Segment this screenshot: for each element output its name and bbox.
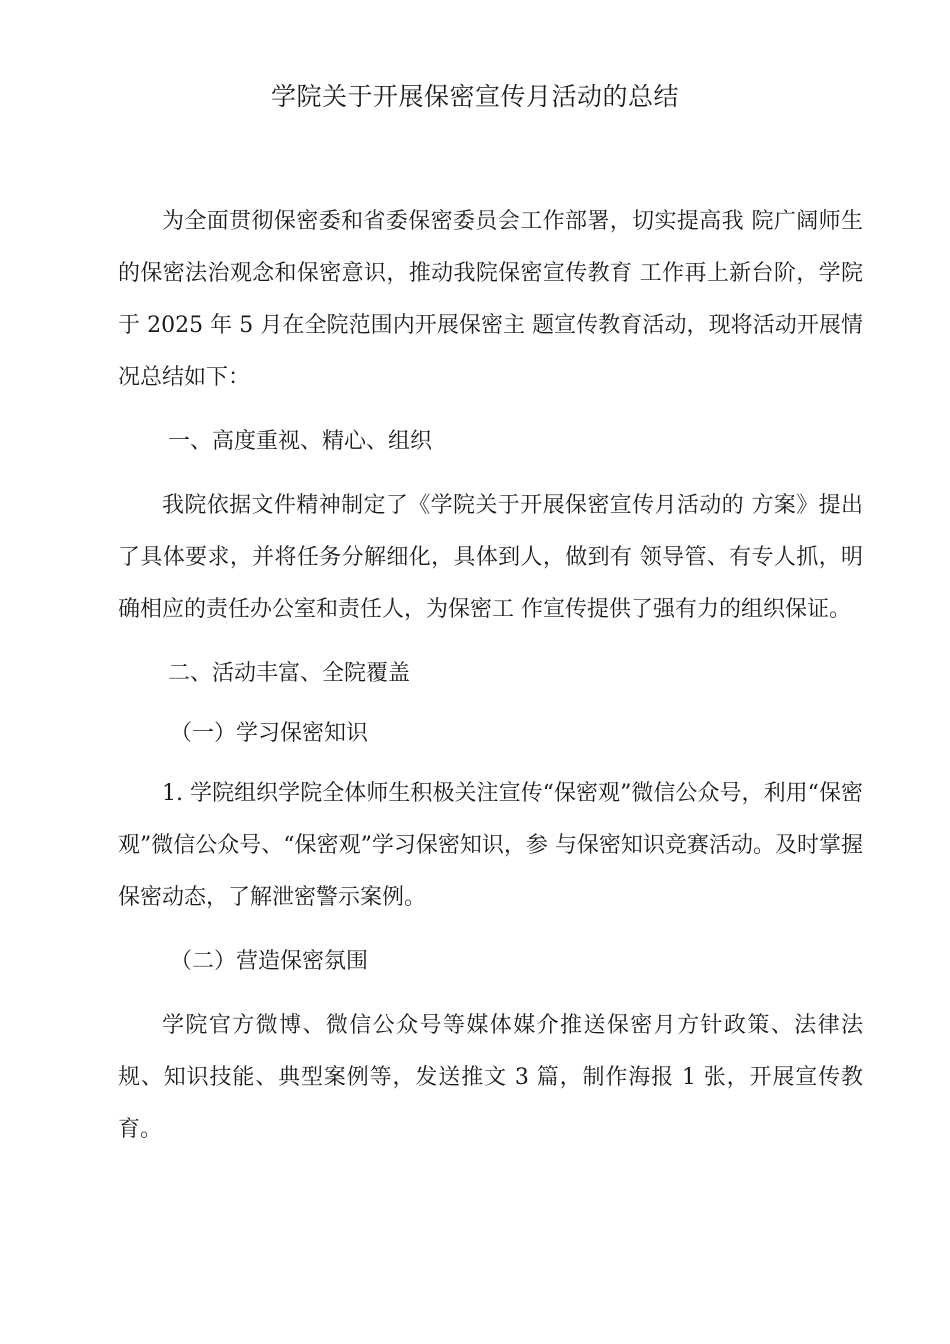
section-heading-1: 一、高度重视、精心、组织 [168,429,433,454]
paragraph-atmosphere: 学院官方微博、微信公众号等媒体媒介推送保密月方针政策、法律法规、知识技能、典型案例等，发送推文 3 篇，制作海报 1 张，开展宣传教育。 [118,1013,863,1142]
subsection-heading-1: （一）学习保密知识 [170,721,369,746]
paragraph-organization: 我院依据文件精神制定了《学院关于开展保密宣传月活动的 方案》提出了具体要求，并将任务分解细化，具体到人，做到有 领导管、有专人抓，明确相应的责任办公室和责任人，为保密工 作宣传提供了强有力的组织保证。 [118,493,863,622]
paragraph-learning: 1. 学院组织学院全体师生积极关注宣传“保密观”微信公众号，利用“保密观”微信公众号、“保密观”学习保密知识，参 与保密知识竞赛活动。及时掌握保密动态，了解泄密警示案例。 [118,781,863,910]
paragraph-intro: 为全面贯彻保密委和省委保密委员会工作部署，切实提高我 院广阔师生的保密法治观念和保密意识，推动我院保密宣传教育 工作再上新台阶，学院于 2025 年 5 月在全院范围内开展保密主 题宣传教育活动，现将活动开展情况总结如下： [118,209,863,390]
subsection-heading-2: （二）营造保密氛围 [170,949,369,974]
document-title: 学院关于开展保密宣传月活动的总结 [270,82,679,111]
document-body [118,196,863,1156]
section-heading-2: 二、活动丰富、全院覆盖 [168,661,411,686]
